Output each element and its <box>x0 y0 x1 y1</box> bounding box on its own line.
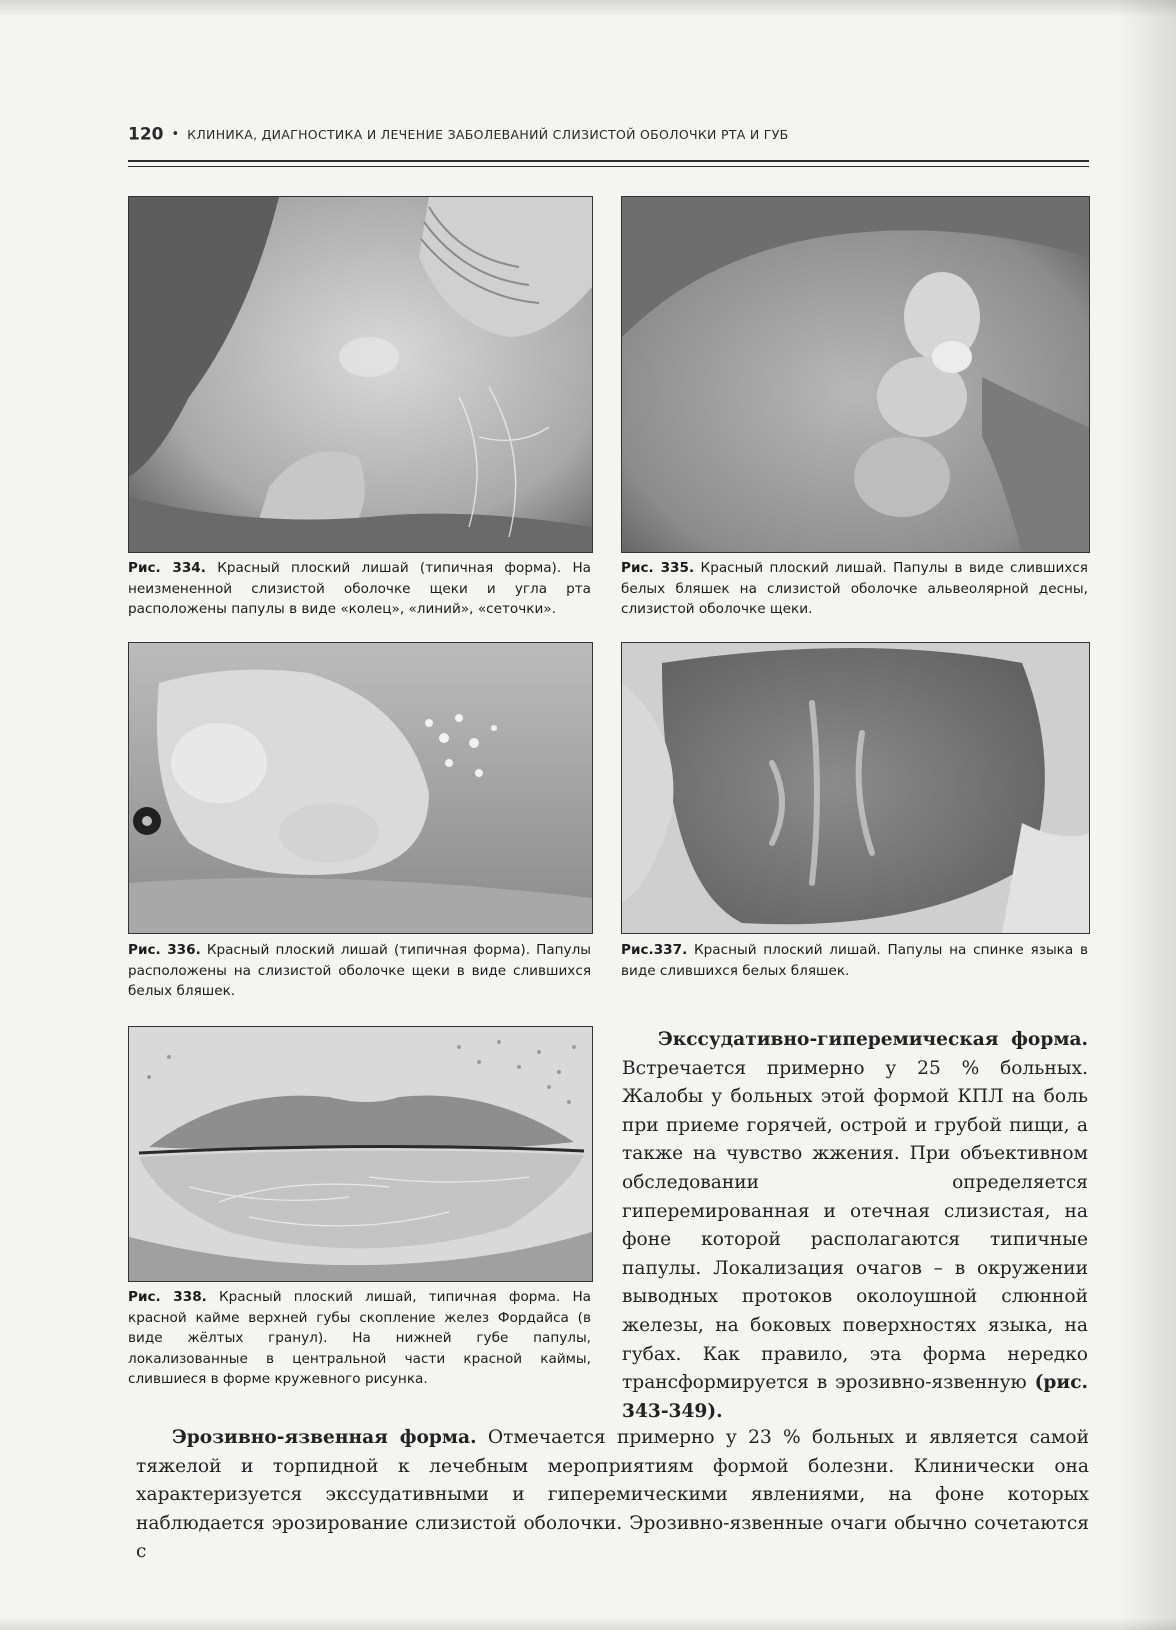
section-erosive <box>136 1424 1089 1567</box>
section-exudative <box>622 1026 1088 1426</box>
section-erosive-body: Отмечается примерно у 23 % больных и является самой тяжелой и торпидной к лечебным мероприятиям формой болезни. Клинически она характеризуется экссудативными и гиперемическими явлениями, на фоне которых наблюдается эрозирование слизистой оболочки. Эрозивно-язвенные очаги обычно сочетаются с <box>136 1427 1089 1563</box>
running-title: КЛИНИКА, ДИАГНОСТИКА И ЛЕЧЕНИЕ ЗАБОЛЕВАНИЙ СЛИЗИСТОЙ ОБОЛОЧКИ РТА И ГУБ <box>187 127 789 142</box>
figure-338-photo <box>128 1026 593 1282</box>
section-exudative-body: Встречается примерно у 25 % больных. Жалобы у больных этой формой КПЛ на боль при приеме горячей, острой и грубой пищи, а также на чувство жжения. При объективном обследовании определяется гиперемированная и отечная слизистая, на фоне которой располагаются типичные папулы. Локализация очагов – в окружении выводных протоков околоушной слюнной железы, на боковых поверхностях языка, на губах. Как правило, эта форма нередко трансформируется в эрозивно-язвенную <box>622 1057 1088 1394</box>
scan-shadow-top <box>0 0 1176 18</box>
figure-337-photo <box>621 642 1090 934</box>
figure-336-label: Рис. 336. <box>128 942 201 958</box>
figure-336-caption-text: Красный плоский лишай (типичная форма). Папулы расположены на слизистой оболочке щеки в виде слившихся белых бляшек. <box>128 942 592 999</box>
figure-335-caption-text: Красный плоский лишай. Папулы в виде слившихся белых бляшек на слизистой оболочке альвеолярной десны, слизистой оболочке щеки. <box>621 560 1088 617</box>
figure-338-caption <box>128 1287 591 1390</box>
figure-337-label: Рис.337. <box>621 942 688 958</box>
figure-337-caption <box>621 940 1088 981</box>
figure-334-label: Рис. 334. <box>128 560 206 576</box>
figure-334-photo <box>128 196 593 553</box>
figure-338-label: Рис. 338. <box>128 1289 207 1305</box>
figure-334-caption <box>128 558 591 620</box>
page-number: 120 <box>128 124 164 145</box>
figure-reference: (рис. 343-349). <box>622 1372 1088 1422</box>
header-rule-thin <box>128 166 1089 167</box>
figure-335-caption <box>621 558 1088 620</box>
figure-334-caption-text: Красный плоский лишай (типичная форма). На неизмененной слизистой оболочке щеки и угла рта расположены папулы в виде «колец», «линий», «сеточки». <box>128 560 592 617</box>
figure-335-label: Рис. 335. <box>621 560 695 576</box>
section-exudative-heading: Экссудативно-гиперемическая форма. <box>658 1029 1088 1050</box>
running-head <box>128 124 1088 146</box>
header-rule-thick <box>128 160 1089 162</box>
scan-shadow-right <box>1116 0 1176 1630</box>
figure-336-photo <box>128 642 593 934</box>
scan-shadow-bottom <box>0 1618 1176 1630</box>
figure-338-caption-text: Красный плоский лишай, типичная форма. На красной кайме верхней губы скопление желез Фордайса (в виде жёлтых гранул). На нижней губе папулы, локализованные в центральной части красной каймы, слившиеся в форме кружевного рисунка. <box>128 1289 592 1387</box>
section-erosive-heading: Эрозивно-язвенная форма. <box>172 1427 477 1448</box>
figure-336-caption <box>128 940 591 1002</box>
header-bullet: • <box>171 127 180 142</box>
figure-335-photo <box>621 196 1090 553</box>
figure-337-caption-text: Красный плоский лишай. Папулы на спинке языка в виде слившихся белых бляшек. <box>621 942 1088 979</box>
